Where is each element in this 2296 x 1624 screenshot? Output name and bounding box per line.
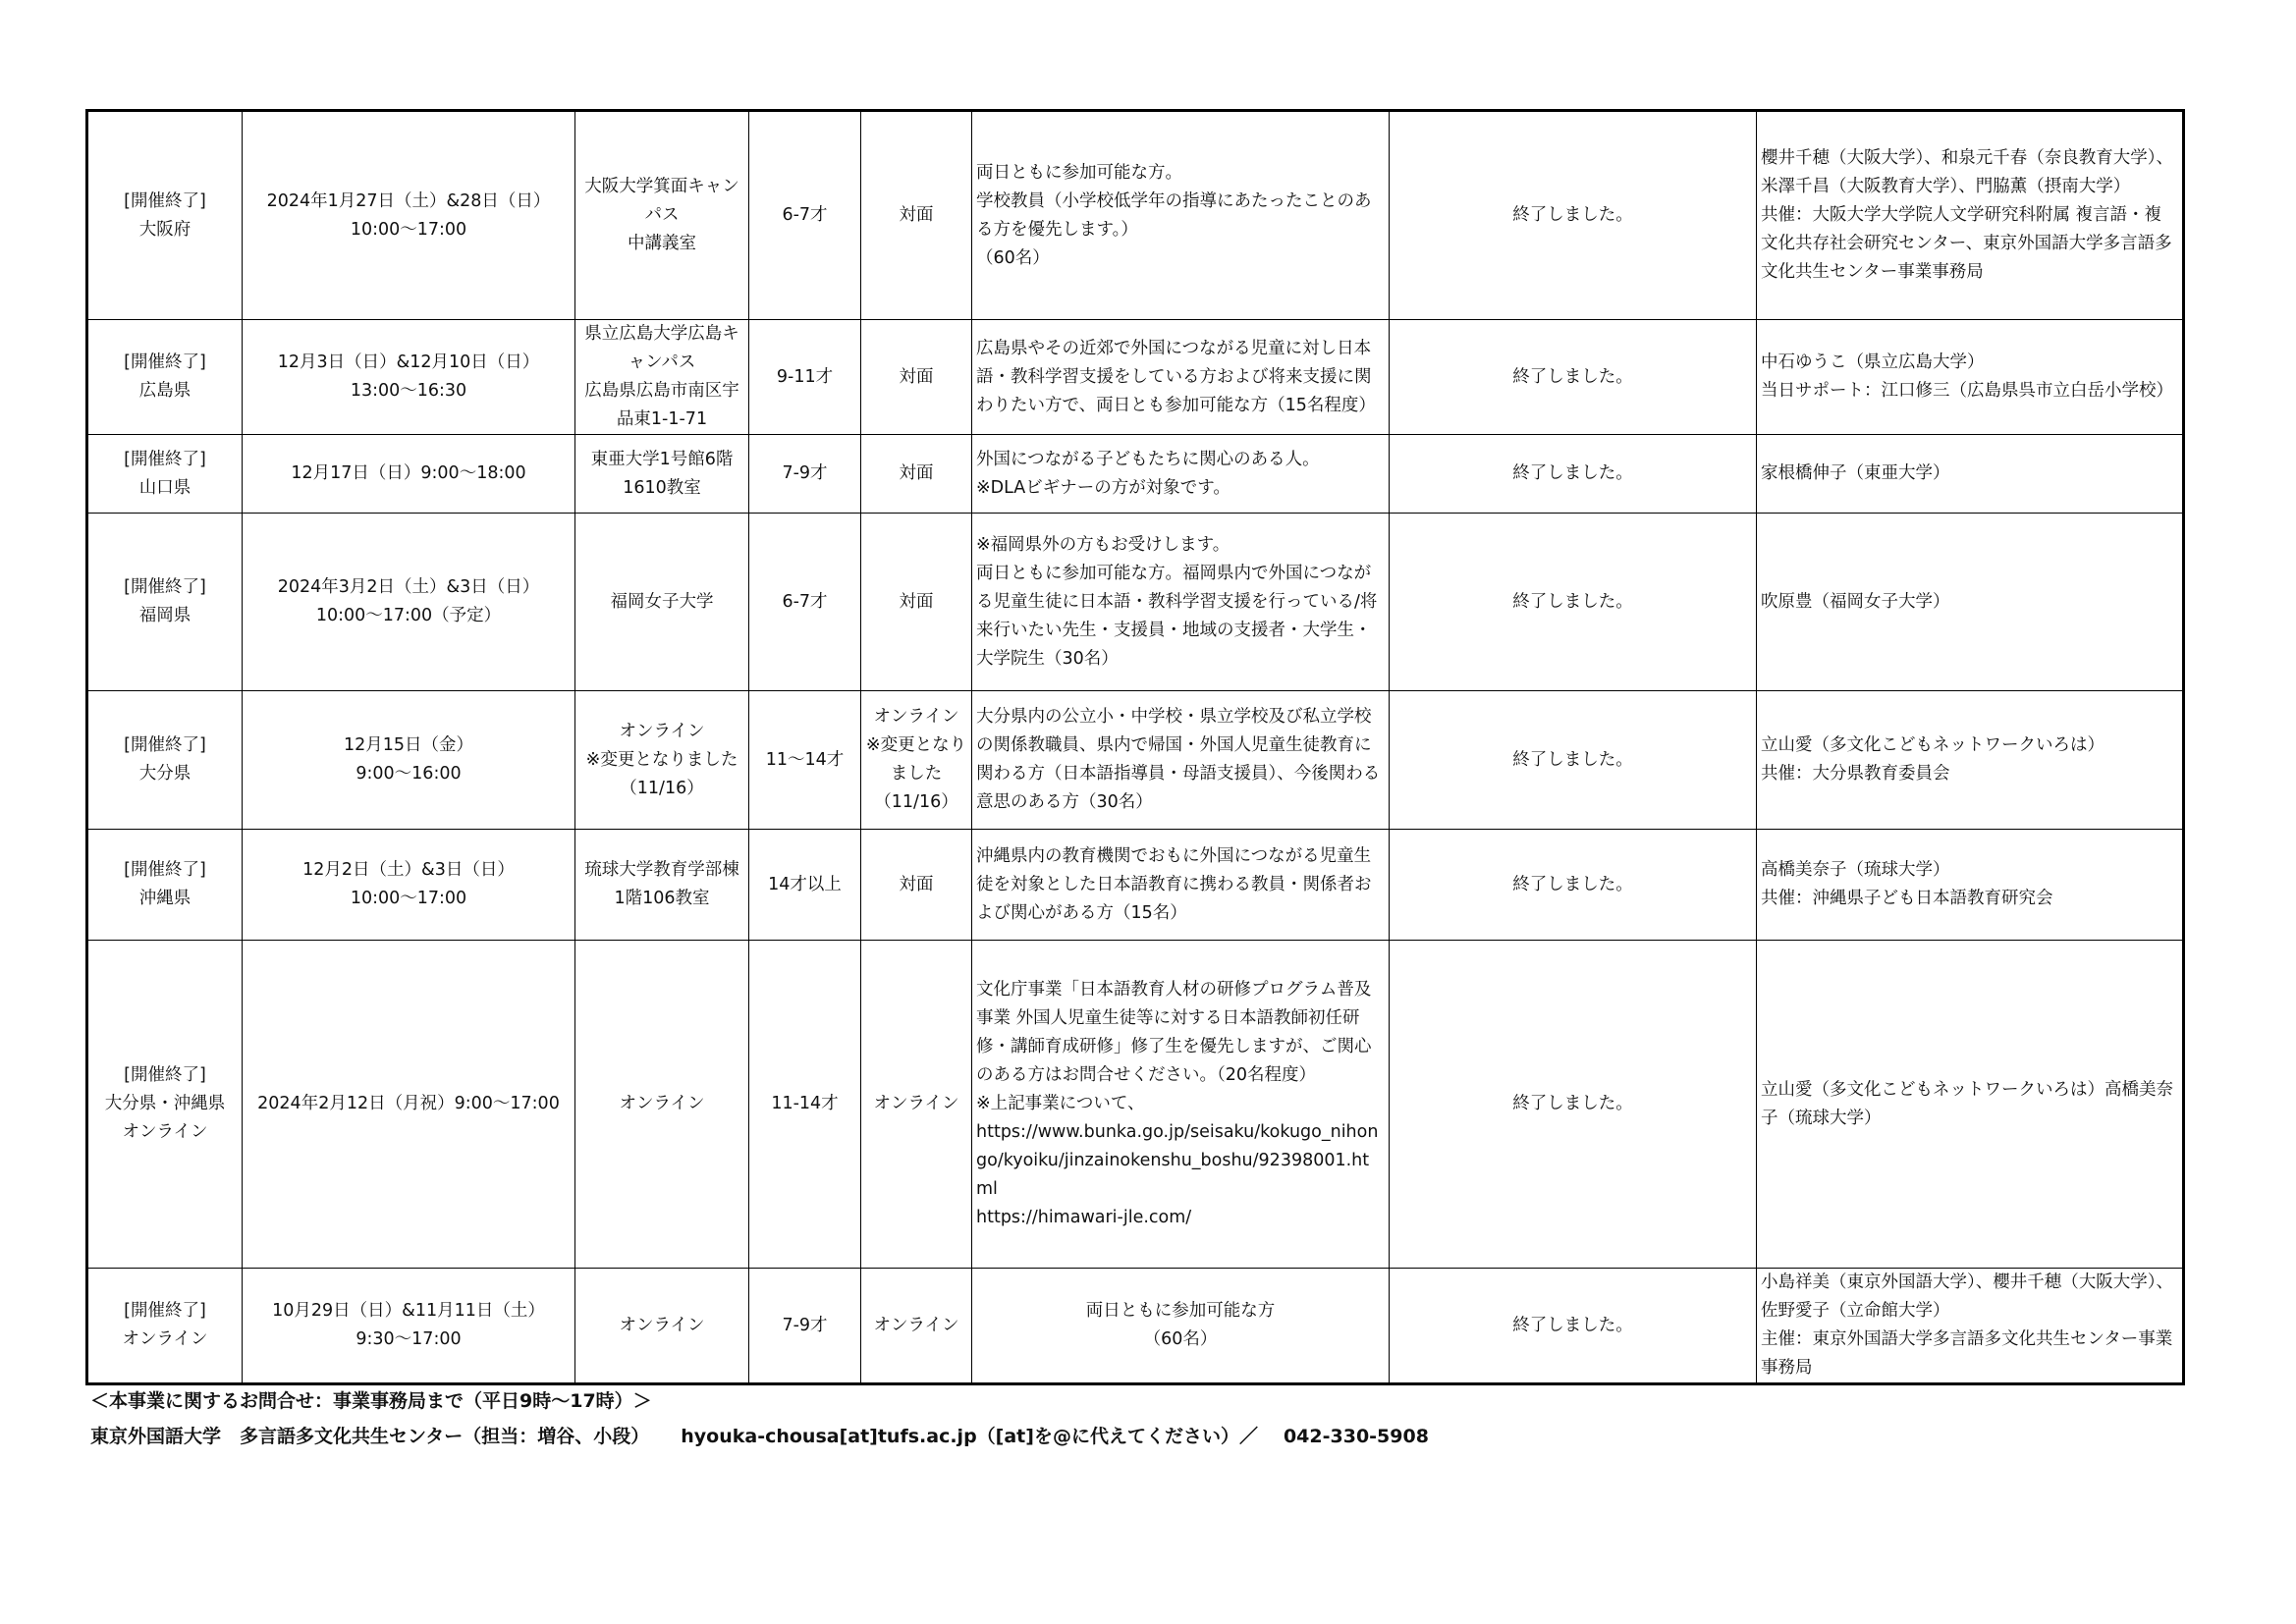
venue-cell: オンライン ※変更となりました （11/16）	[575, 691, 749, 830]
contact-phone: 042-330-5908	[1283, 1426, 1429, 1447]
region-label: オンライン	[122, 1329, 208, 1349]
table-row	[87, 320, 2184, 435]
age-cell: 6-7才	[749, 514, 861, 691]
region-label: 沖縄県	[138, 889, 191, 908]
application-cell: 終了しました。	[1390, 320, 1757, 435]
region-label: 山口県	[138, 477, 191, 498]
status-cell	[87, 1269, 243, 1384]
table-row	[87, 1269, 2184, 1384]
region-label: 大分県・沖縄県	[104, 1094, 226, 1113]
lecturer-cell: 立山愛（多文化こどもネットワークいろは）高橋美奈子（琉球大学）	[1757, 941, 2184, 1269]
format-cell: オンライン	[861, 941, 972, 1269]
venue-cell: オンライン	[575, 941, 749, 1269]
age-cell: 11～14才	[749, 691, 861, 830]
date-cell: 2024年2月12日（月祝）9:00～17:00	[243, 941, 575, 1269]
format-cell: 対面	[861, 435, 972, 514]
status-label: [開催終了]	[124, 860, 206, 880]
contact-email[interactable]: hyouka-chousa[at]tufs.ac.jp（[at]を@に代えてください）／	[681, 1426, 1258, 1447]
region-label: 広島県	[138, 381, 191, 401]
status-cell	[87, 691, 243, 830]
application-cell: 終了しました。	[1390, 1269, 1757, 1384]
status-cell	[87, 830, 243, 941]
application-cell: 終了しました。	[1390, 514, 1757, 691]
date-cell: 12月3日（日）&12月10日（日） 13:00～16:30	[243, 320, 575, 435]
status-cell	[87, 514, 243, 691]
table-row	[87, 941, 2184, 1269]
target-cell: 両日ともに参加可能な方。 学校教員（小学校低学年の指導にあたったことのある方を優先します。） （60名）	[972, 111, 1390, 320]
age-cell: 11-14才	[749, 941, 861, 1269]
table-row	[87, 111, 2184, 320]
status-label: [開催終了]	[124, 190, 206, 211]
himawari-link[interactable]: https://himawari-jle.com/	[976, 1208, 1192, 1227]
target-cell: 大分県内の公立小・中学校・県立学校及び私立学校の関係教職員、県内で帰国・外国人児童生徒教育に関わる方（日本語指導員・母語支援員）、今後関わる意思のある方（30名）	[972, 691, 1390, 830]
region-label: 大阪府	[138, 219, 191, 240]
status-cell	[87, 111, 243, 320]
lecturer-cell: 高橋美奈子（琉球大学） 共催：沖縄県子ども日本語教育研究会	[1757, 830, 2184, 941]
date-cell: 12月15日（金） 9:00～16:00	[243, 691, 575, 830]
age-cell: 9-11才	[749, 320, 861, 435]
venue-cell: 大阪大学箕面キャンパス 中講義室	[575, 111, 749, 320]
format-cell: オンライン	[861, 1269, 972, 1384]
venue-cell: 福岡女子大学	[575, 514, 749, 691]
age-cell: 7-9才	[749, 1269, 861, 1384]
status-label: [開催終了]	[124, 577, 206, 597]
region-sub-label: オンライン	[122, 1122, 208, 1142]
date-cell: 12月17日（日）9:00～18:00	[243, 435, 575, 514]
venue-cell: 東亜大学1号館6階 1610教室	[575, 435, 749, 514]
status-label: [開催終了]	[124, 1065, 206, 1085]
status-cell	[87, 435, 243, 514]
venue-cell: 琉球大学教育学部棟 1階106教室	[575, 830, 749, 941]
target-cell: 沖縄県内の教育機関でおもに外国につながる児童生徒を対象とした日本語教育に携わる教員・関係者および関心がある方（15名）	[972, 830, 1390, 941]
format-cell: 対面	[861, 830, 972, 941]
target-cell: ※福岡県外の方もお受けします。 両日ともに参加可能な方。福岡県内で外国につながる児童生徒に日本語・教科学習支援を行っている/将来行いたい先生・支援員・地域の支援者・大学生・大学院生（30名）	[972, 514, 1390, 691]
contact-line	[90, 1422, 1429, 1448]
status-label: [開催終了]	[124, 1301, 206, 1321]
date-cell: 2024年1月27日（土）&28日（日） 10:00～17:00	[243, 111, 575, 320]
lecturer-cell: 中石ゆうこ（県立広島大学） 当日サポート：江口修三（広島県呉市立白岳小学校）	[1757, 320, 2184, 435]
lecturer-cell: 立山愛（多文化こどもネットワークいろは） 共催：大分県教育委員会	[1757, 691, 2184, 830]
table-row	[87, 830, 2184, 941]
inquiry-heading: ＜本事業に関するお問合せ：事業事務局まで（平日9時～17時）＞	[90, 1390, 652, 1412]
age-cell: 7-9才	[749, 435, 861, 514]
age-cell: 14才以上	[749, 830, 861, 941]
application-cell: 終了しました。	[1390, 691, 1757, 830]
status-label: [開催終了]	[124, 449, 206, 469]
bunka-link[interactable]: https://www.bunka.go.jp/seisaku/kokugo_nihongo/kyoiku/jinzainokenshu_boshu/92398001.html	[976, 1122, 1379, 1199]
table-row	[87, 435, 2184, 514]
lecturer-cell: 櫻井千穂（大阪大学）、和泉元千春（奈良教育大学）、米澤千昌（大阪教育大学）、門脇薫（摂南大学） 共催：大阪大学大学院人文学研究科附属 複言語・複文化共存社会研究センター、東京外国語大学多言語多文化共生センター事業事務局	[1757, 111, 2184, 320]
venue-cell: オンライン	[575, 1269, 749, 1384]
target-cell: 外国につながる子どもたちに関心のある人。 ※DLAビギナーの方が対象です。	[972, 435, 1390, 514]
application-cell: 終了しました。	[1390, 830, 1757, 941]
target-cell: 両日ともに参加可能な方 （60名）	[972, 1269, 1390, 1384]
table-row	[87, 691, 2184, 830]
format-cell: 対面	[861, 514, 972, 691]
status-cell	[87, 941, 243, 1269]
venue-cell: 県立広島大学広島キャンパス 広島県広島市南区宇品東1-1-71	[575, 320, 749, 435]
application-cell: 終了しました。	[1390, 111, 1757, 320]
application-cell: 終了しました。	[1390, 435, 1757, 514]
region-label: 大分県	[138, 764, 191, 784]
status-label: [開催終了]	[124, 735, 206, 755]
table-row	[87, 514, 2184, 691]
lecturer-cell: 吹原豊（福岡女子大学）	[1757, 514, 2184, 691]
application-cell: 終了しました。	[1390, 941, 1757, 1269]
status-label: [開催終了]	[124, 352, 206, 372]
date-cell: 10月29日（日）&11月11日（土） 9:30～17:00	[243, 1269, 575, 1384]
format-cell: 対面	[861, 111, 972, 320]
format-cell: 対面	[861, 320, 972, 435]
region-label: 福岡県	[138, 606, 191, 625]
target-cell: 文化庁事業「日本語教育人材の研修プログラム普及事業 外国人児童生徒等に対する日本語教師初任研修・講師育成研修」修了生を優先しますが、ご関心のある方はお問合せください。（20名程度） ※上記事業について、 https://www.bunka.go.jp/seisaku/kokugo_nihongo/kyoiku/jinzainokenshu_boshu/92398001.html https://himawari-jle.com/	[972, 941, 1390, 1269]
lecturer-cell: 小島祥美（東京外国語大学）、櫻井千穂（大阪大学）、佐野愛子（立命館大学） 主催：東京外国語大学多言語多文化共生センター事業事務局	[1757, 1269, 2184, 1384]
lecturer-cell: 家根橋伸子（東亜大学）	[1757, 435, 2184, 514]
organization-name: 東京外国語大学 多言語多文化共生センター（担当：増谷、小段）	[90, 1426, 650, 1447]
age-cell: 6-7才	[749, 111, 861, 320]
events-table	[85, 109, 2185, 1385]
format-cell: オンライン ※変更となりました （11/16）	[861, 691, 972, 830]
date-cell: 12月2日（土）&3日（日） 10:00～17:00	[243, 830, 575, 941]
date-cell: 2024年3月2日（土）&3日（日） 10:00～17:00（予定）	[243, 514, 575, 691]
status-cell	[87, 320, 243, 435]
target-cell: 広島県やその近郊で外国につながる児童に対し日本語・教科学習支援をしている方および将来支援に関わりたい方で、両日とも参加可能な方（15名程度）	[972, 320, 1390, 435]
